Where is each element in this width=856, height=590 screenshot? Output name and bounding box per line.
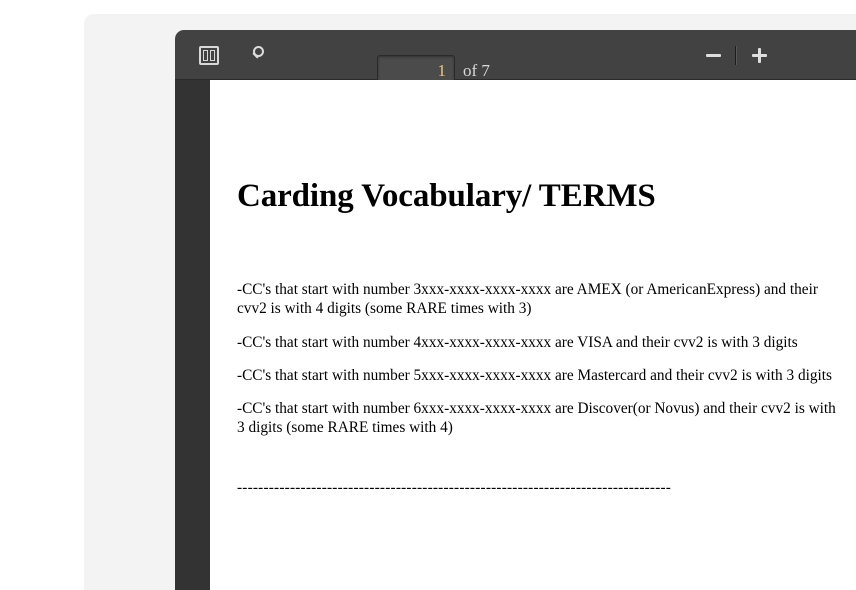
document-paragraphs [237, 280, 845, 437]
pdf-page [210, 80, 856, 590]
paragraph-discover: -CC's that start with number 6xxx-xxxx-xxxx-xxxx are Discover(or Novus) and their cvv2 is with 3 digits (some RARE times with 4) [237, 399, 836, 436]
section-divider: ---------------------------------------------------------------------------------- [237, 479, 672, 496]
paragraph-amex: -CC's that start with number 3xxx-xxxx-xxxx-xxxx are AMEX (or AmericanExpress) and their cvv2 is with 4 digits (some RARE times with 3) [237, 281, 818, 318]
viewer-body [175, 80, 856, 590]
sidebar-toggle-button[interactable] [188, 30, 230, 80]
pdf-toolbar [175, 30, 856, 80]
page-content [237, 80, 845, 497]
zoom-in-button[interactable] [742, 30, 776, 80]
viewer-frame [84, 14, 856, 590]
search-icon [248, 45, 268, 65]
minus-icon [706, 54, 721, 57]
paragraph-mastercard: -CC's that start with number 5xxx-xxxx-xxxx-xxxx are Mastercard and their cvv2 is with 3 digits [237, 366, 832, 384]
page-count-label: of 7 [463, 61, 490, 80]
sidebar-toggle-icon [199, 46, 219, 65]
paragraph-visa: -CC's that start with number 4xxx-xxxx-xxxx-xxxx are VISA and their cvv2 is with 3 digits [237, 333, 798, 351]
zoom-out-button[interactable] [696, 30, 730, 80]
sidebar-icon-pane-right [210, 50, 215, 61]
toolbar-separator [735, 46, 736, 65]
page-title: Carding Vocabulary/ TERMS [237, 178, 656, 214]
sidebar-icon-pane-left [203, 50, 208, 61]
search-button[interactable] [237, 30, 279, 80]
plus-icon [752, 48, 767, 63]
